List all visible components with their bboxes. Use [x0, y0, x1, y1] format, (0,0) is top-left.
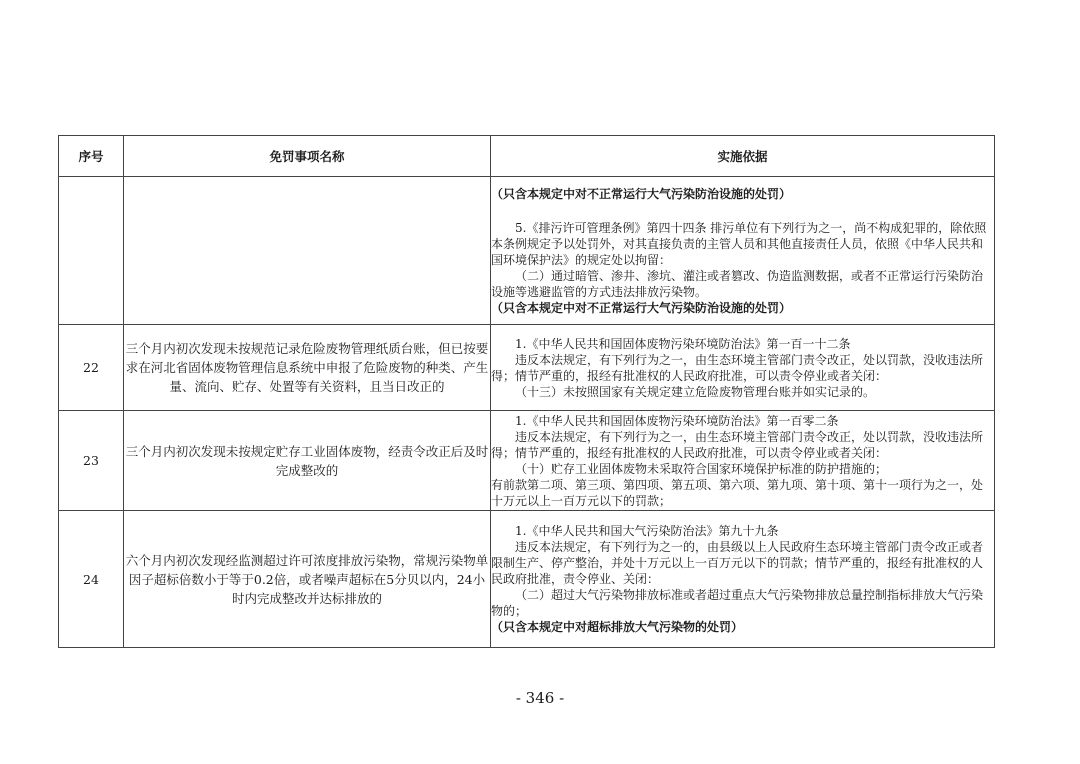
basis-paragraph: （只含本规定中对不正常运行大气污染防治设施的处罚）: [491, 300, 792, 315]
row-name: 六个月内初次发现经监测超过许可浓度排放污染物，常规污染物单因子超标倍数小于等于0.2倍，或者噪声超标在5分贝以内，24小时内完成整改并达标排放的: [124, 511, 491, 648]
row-index: 23: [59, 411, 124, 511]
row-basis-cell: [491, 511, 995, 648]
table-row: [59, 325, 995, 411]
row-basis-cell: [491, 411, 995, 511]
table-row: [59, 511, 995, 648]
basis-paragraph: （十）贮存工业固体废物未采取符合国家环境保护标准的防护措施的；: [515, 461, 888, 476]
exemption-table: [58, 135, 995, 648]
row-basis-cell: [491, 177, 995, 325]
table-header-row: [59, 136, 995, 177]
row-index-cell: [59, 177, 124, 325]
basis-paragraph: （二）超过大气污染物排放标准或者超过重点大气污染物排放总量控制指标排放大气污染物的；: [491, 588, 984, 618]
basis-paragraph: （十三）未按照国家有关规定建立危险废物管理台账并如实记录的。: [515, 384, 876, 399]
row-name: 三个月内初次发现未按规定贮存工业固体废物，经责令改正后及时完成整改的: [124, 411, 491, 511]
basis-paragraph: （只含本规定中对不正常运行大气污染防治设施的处罚）: [491, 186, 792, 201]
row-basis-cell: [491, 325, 995, 411]
basis-paragraph: 违反本法规定，有下列行为之一的，由县级以上人民政府生态环境主管部门责令改正或者限制生产、停产整治，并处十万元以上一百万元以下的罚款；情节严重的，报经有批准权的人民政府批准，责令停业、关闭：: [491, 540, 984, 586]
header-name: 免罚事项名称: [124, 136, 491, 177]
header-basis: 实施依据: [491, 136, 995, 177]
row-index: 22: [59, 325, 124, 411]
row-index: 24: [59, 511, 124, 648]
row-name-cell: [124, 177, 491, 325]
basis-paragraph: 5.《排污许可管理条例》第四十四条 排污单位有下列行为之一，尚不构成犯罪的，除依照本条例规定予以处罚外，对其直接负责的主管人员和其他直接责任人员，依照《中华人民共和国环境保护法》的规定处以拘留：: [491, 220, 987, 267]
basis-paragraph: 1.《中华人民共和国固体废物污染环境防治法》第一百零二条: [515, 413, 839, 428]
row-name: 三个月内初次发现未按规范记录危险废物管理纸质台账，但已按要求在河北省固体废物管理信息系统中申报了危险废物的种类、产生量、流向、贮存、处置等有关资料，且当日改正的: [124, 325, 491, 411]
basis-paragraph: （只含本规定中对超标排放大气污染物的处罚）: [491, 620, 744, 634]
table-row: [59, 411, 995, 511]
basis-paragraph: 1.《中华人民共和国固体废物污染环境防治法》第一百一十二条: [515, 336, 851, 351]
page-number: - 346 -: [515, 689, 565, 707]
basis-paragraph: （二）通过暗管、渗井、渗坑、灌注或者篡改、伪造监测数据，或者不正常运行污染防治设施等逃避监管的方式违法排放污染物。: [491, 268, 984, 299]
table-row-continued: [59, 177, 995, 325]
basis-paragraph: 1.《中华人民共和国大气污染防治法》第九十九条: [515, 524, 779, 538]
basis-paragraph: 违反本法规定，有下列行为之一，由生态环境主管部门责令改正，处以罚款，没收违法所得；情节严重的，报经有批准权的人民政府批准，可以责令停业或者关闭：: [491, 429, 984, 460]
header-index: 序号: [59, 136, 124, 177]
basis-paragraph: 有前款第二项、第三项、第四项、第五项、第六项、第九项、第十项、第十一项行为之一，处十万元以上一百万元以下的罚款；: [491, 477, 984, 508]
basis-paragraph: 违反本法规定，有下列行为之一，由生态环境主管部门责令改正，处以罚款，没收违法所得；情节严重的，报经有批准权的人民政府批准，可以责令停业或者关闭：: [491, 352, 984, 383]
